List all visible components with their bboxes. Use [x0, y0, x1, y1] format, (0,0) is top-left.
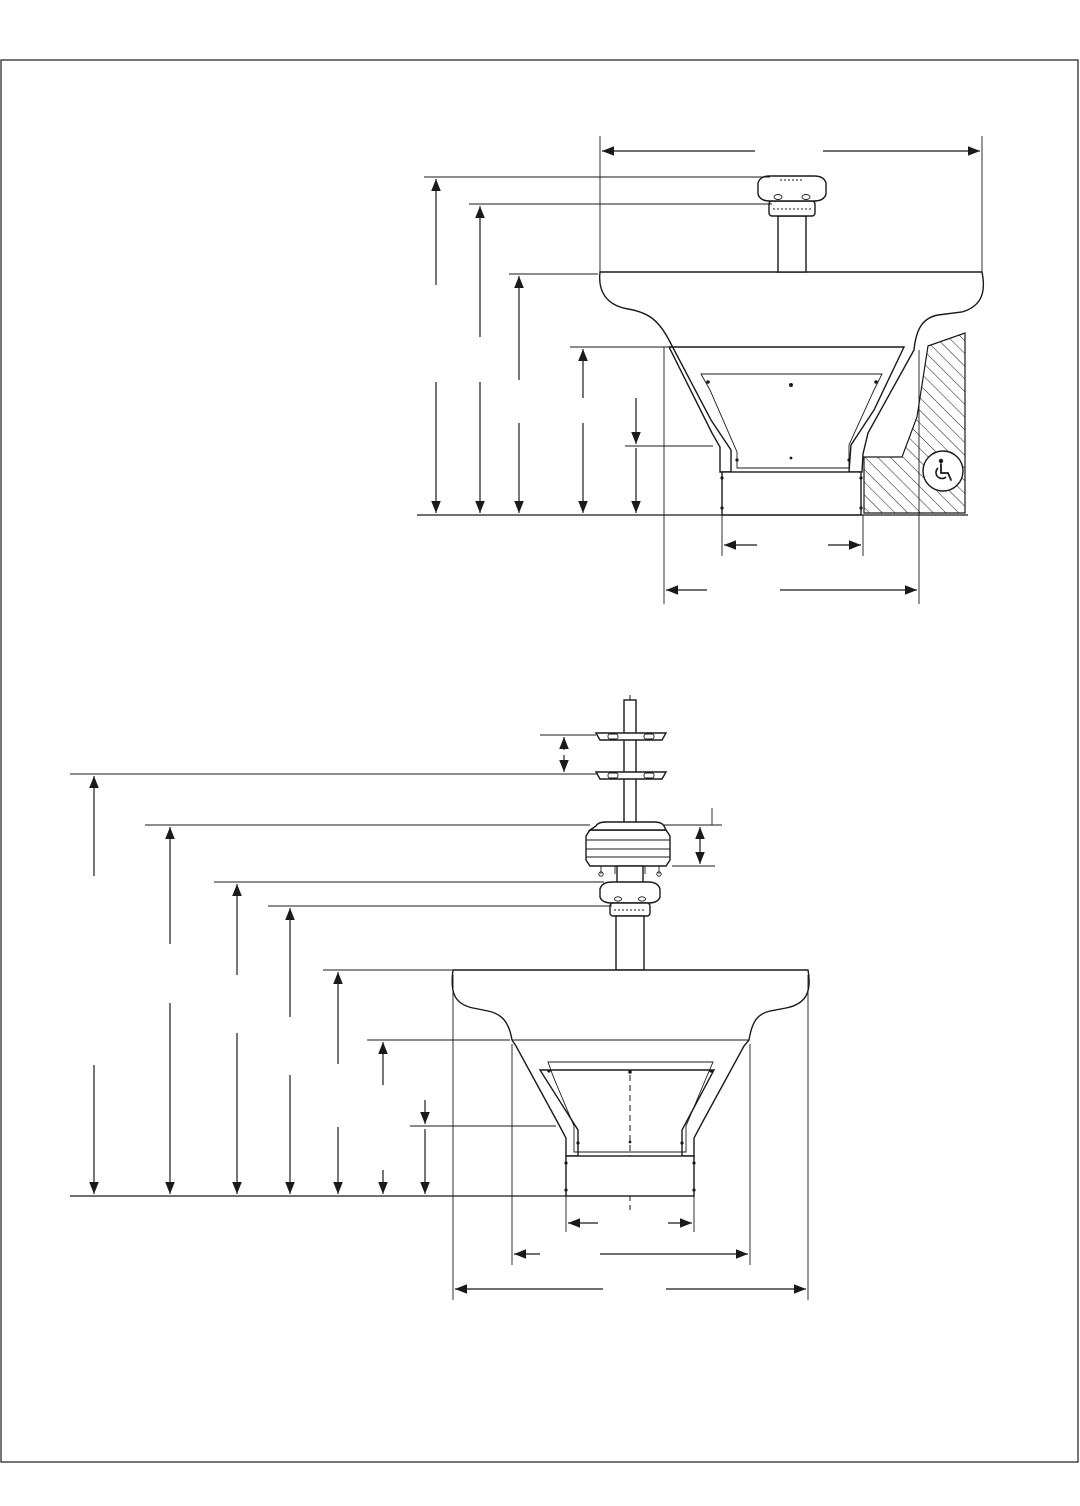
ceiling-flange-upper [596, 733, 666, 740]
pedestal-base-front [566, 1156, 694, 1196]
vertical-dimension-lines [436, 179, 636, 513]
horizontal-dimension-lines-front [455, 1223, 806, 1289]
spray-collar-front [610, 903, 650, 916]
sheet-border [1, 60, 1078, 1462]
spray-column [778, 216, 806, 272]
wheelchair-accessible-icon [923, 451, 963, 491]
pedestal-base [722, 472, 861, 515]
side-elevation-view [417, 136, 983, 604]
spray-collar [769, 201, 815, 216]
mounting-rod [624, 700, 636, 826]
ceiling-flange-lower [596, 772, 666, 779]
bowl-front [452, 970, 809, 1156]
vertical-dimension-lines-front [94, 737, 700, 1194]
spray-head-front [600, 882, 660, 903]
front-elevation-view [70, 695, 809, 1300]
spray-column-front [616, 916, 644, 970]
